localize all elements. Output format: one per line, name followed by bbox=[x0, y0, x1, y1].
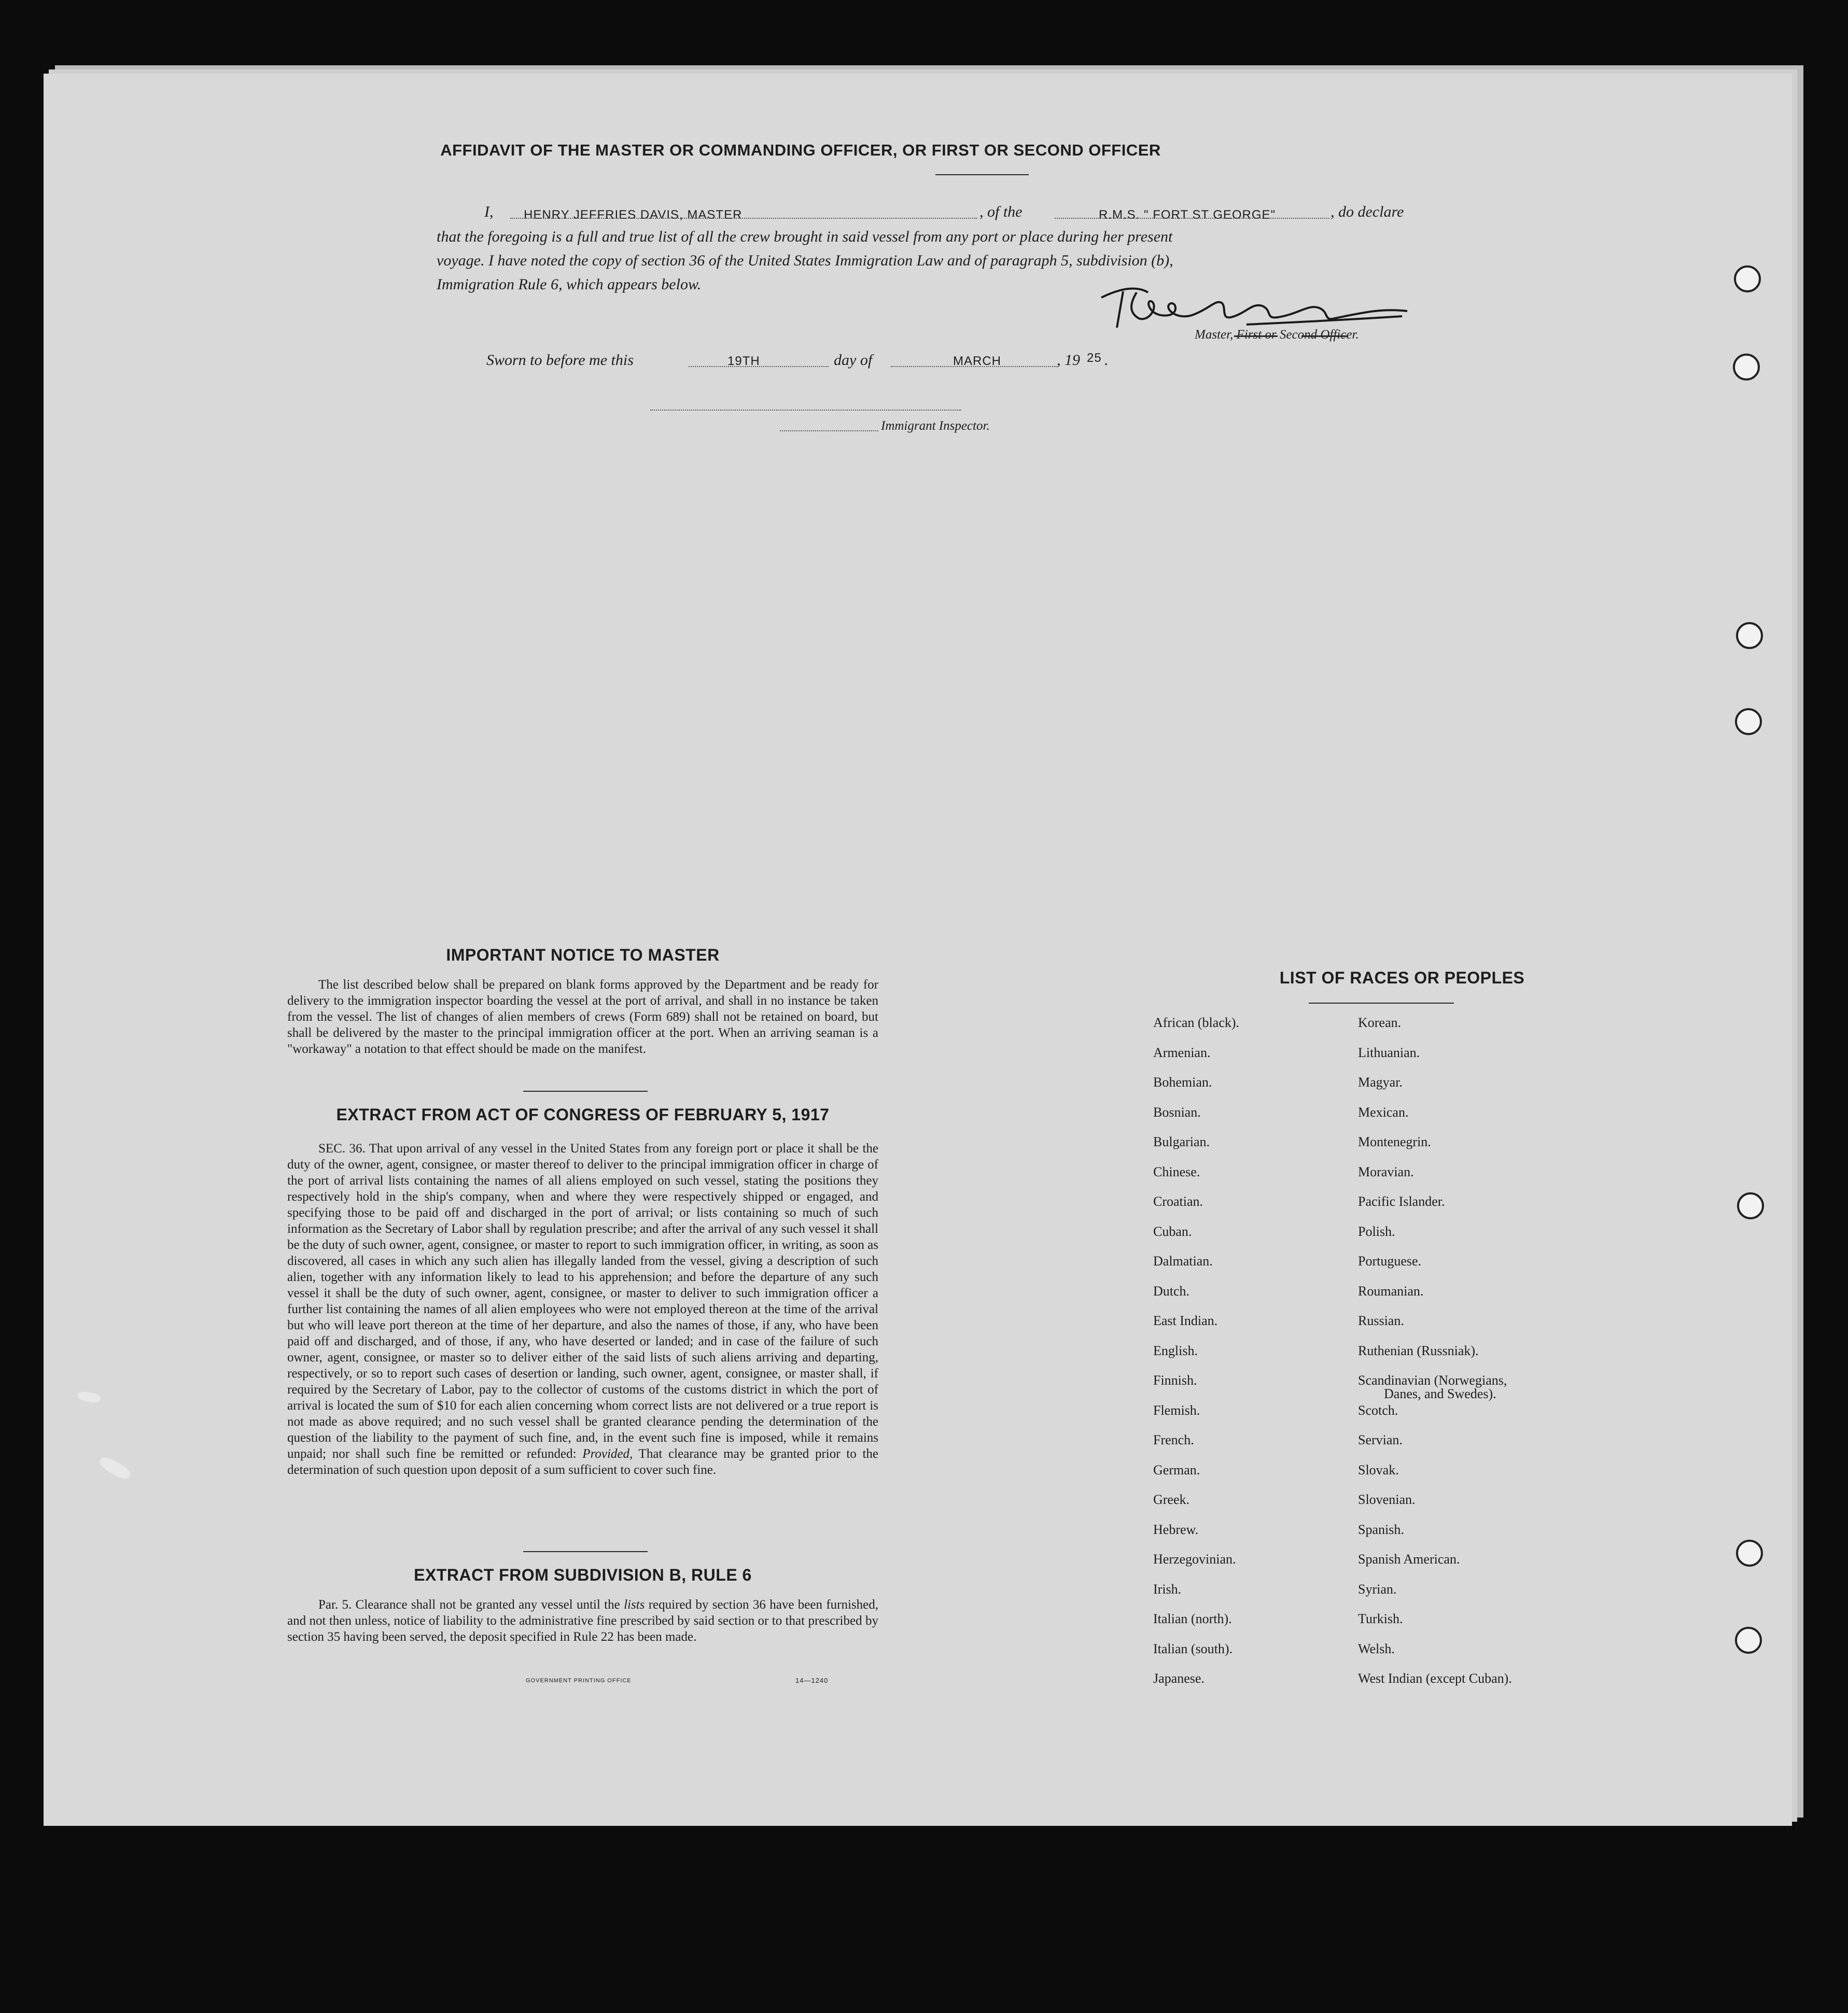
sworn-day-fill: 19TH bbox=[727, 354, 760, 368]
sworn-year-fill: 25 bbox=[1087, 351, 1102, 365]
race-item: Scotch. bbox=[1358, 1402, 1398, 1418]
race-item: French. bbox=[1153, 1432, 1194, 1447]
handwritten-signature bbox=[1091, 277, 1423, 334]
binder-hole bbox=[1735, 708, 1762, 735]
binder-hole bbox=[1736, 1540, 1763, 1567]
rule-extract-title: EXTRACT FROM SUBDIVISION B, RULE 6 bbox=[414, 1566, 752, 1584]
day-dotted-line bbox=[689, 366, 829, 367]
notice-divider bbox=[523, 1091, 648, 1092]
race-item: Mexican. bbox=[1358, 1104, 1409, 1120]
race-item: Armenian. bbox=[1153, 1045, 1211, 1060]
race-item: German. bbox=[1153, 1462, 1200, 1477]
inspector-dotted-line bbox=[650, 410, 961, 411]
binder-hole bbox=[1734, 265, 1761, 292]
master-name-fill: HENRY JEFFRIES DAVIS, MASTER bbox=[524, 208, 743, 222]
race-item: Magyar. bbox=[1358, 1075, 1403, 1090]
rule-extract-body: Par. 5. Clearance shall not be granted any vessel until the bbox=[318, 1598, 620, 1612]
do-declare-label: , do declare bbox=[1331, 203, 1404, 220]
rule-extract-text bbox=[287, 1597, 878, 1645]
i-label: I, bbox=[484, 203, 494, 220]
races-title: LIST OF RACES OR PEOPLES bbox=[1279, 968, 1525, 987]
vessel-dotted-line bbox=[1055, 218, 1329, 219]
act-extract-end: That clearance may be granted prior to the determination of such question upon deposit of a sum sufficient to cover such fine. bbox=[287, 1447, 878, 1477]
binder-hole bbox=[1737, 1192, 1764, 1219]
affidavit-line-3: voyage. I have noted the copy of section 36 of the United States Immigration Law and of paragraph 5, subdivision (b), bbox=[437, 252, 1173, 269]
race-item: Herzegovinian. bbox=[1153, 1552, 1236, 1567]
race-item: Polish. bbox=[1358, 1223, 1395, 1239]
notice-title: IMPORTANT NOTICE TO MASTER bbox=[446, 946, 720, 964]
race-item: Italian (south). bbox=[1153, 1641, 1233, 1656]
binder-hole bbox=[1735, 1627, 1762, 1654]
title-divider bbox=[935, 174, 1029, 175]
race-item: Montenegrin. bbox=[1358, 1134, 1431, 1149]
race-item: Welsh. bbox=[1358, 1641, 1395, 1656]
affidavit-line-4: Immigration Rule 6, which appears below. bbox=[437, 276, 702, 293]
race-item: Servian. bbox=[1358, 1432, 1403, 1447]
race-item: Spanish American. bbox=[1358, 1552, 1460, 1567]
race-item: Dalmatian. bbox=[1153, 1254, 1213, 1269]
notice-text: The list described below shall be prepared on blank forms approved by the Department and be ready for delivery to the immigration inspector boarding the vessel at the port of arrival, and shall in no instance be taken from the vessel. The list of changes of alien members of crews (Form 689) shall not be retained on board, but shall be delivered by the master to the principal immigration officer at the port. When an arriving seaman is a "workaway" a notation to that effect should be made on the manifest. bbox=[287, 978, 878, 1056]
race-item: Dutch. bbox=[1153, 1283, 1190, 1299]
race-item: Bohemian. bbox=[1153, 1075, 1212, 1090]
strike-first bbox=[1234, 335, 1278, 337]
race-item: Ruthenian (Russniak). bbox=[1358, 1343, 1479, 1358]
race-item: Portuguese. bbox=[1358, 1254, 1422, 1269]
lists-word: lists bbox=[624, 1598, 645, 1612]
affidavit-title: AFFIDAVIT OF THE MASTER OR COMMANDING OFFICER, OR FIRST OR SECOND OFFICER bbox=[440, 141, 1161, 159]
races-divider bbox=[1309, 1003, 1454, 1004]
race-item: Italian (north). bbox=[1153, 1611, 1232, 1626]
binder-hole bbox=[1736, 622, 1763, 649]
race-item: African (black). bbox=[1153, 1015, 1240, 1030]
race-item: Finnish. bbox=[1153, 1373, 1197, 1388]
race-item-continuation: Danes, and Swedes). bbox=[1384, 1386, 1496, 1401]
inspector-caption: Immigrant Inspector. bbox=[881, 419, 990, 433]
signature-caption: Master, First or Second Officer. bbox=[1195, 328, 1359, 342]
act-divider bbox=[523, 1551, 648, 1552]
race-item: Irish. bbox=[1153, 1581, 1182, 1597]
race-item: Slovenian. bbox=[1358, 1492, 1416, 1507]
vessel-name-fill: R.M.S. " FORT ST GEORGE" bbox=[1099, 208, 1276, 222]
race-item: Bulgarian. bbox=[1153, 1134, 1210, 1149]
strike-second bbox=[1301, 335, 1348, 337]
provided-word: Provided, bbox=[582, 1447, 633, 1461]
race-item: Russian. bbox=[1358, 1313, 1404, 1328]
race-item: Slovak. bbox=[1358, 1462, 1399, 1477]
race-item: Moravian. bbox=[1358, 1164, 1414, 1179]
sworn-label: Sworn to before me this bbox=[486, 351, 634, 369]
act-extract-text bbox=[287, 1141, 878, 1478]
race-item: Hebrew. bbox=[1153, 1522, 1199, 1537]
binder-hole bbox=[1733, 354, 1760, 381]
printer-imprint: GOVERNMENT PRINTING OFFICE bbox=[526, 1678, 632, 1684]
year-suffix: . bbox=[1104, 351, 1109, 369]
day-of-label: day of bbox=[834, 351, 873, 369]
race-item: Bosnian. bbox=[1153, 1104, 1201, 1120]
sworn-month-fill: MARCH bbox=[953, 354, 1001, 368]
act-extract-body: SEC. 36. That upon arrival of any vessel in the United States from any foreign port or place it shall be the duty of the owner, agent, consignee, or master thereof to deliver to the principal immigration officer in charge of the port of arrival lists containing the names of all aliens employed on such vessel, stating the positions they respectively hold in the ship's company, when and where they were respectively shipped or engaged, and specifying those to be paid off and discharged in the port of arrival; or lists containing so much of such information as the Secretary of Labor shall by regulation prescribe; and after the arrival of any such vessel it shall be the duty of such owner, agent, consignee, or master to report to such immigration officer, in writing, as soon as discovered, all cases in which any such alien has illegally landed from the vessel, giving a description of such alien, together with any information likely to lead to his apprehension; and before the departure of any such vessel it shall be the duty of such owner, agent, consignee, or master to deliver to such immigration officer a further list containing the names of all alien employees who were not employed thereon at the time of the arrival but who will leave port thereon at the time of her departure, and also the names of those, if any, who have been paid off and discharged, and of those, if any, who have deserted or landed; and in case of the failure of such owner, agent, consignee, or master so to deliver either of the said lists of such aliens arriving and departing, respectively, or so to report such cases of desertion or landing, such owner, agent, consignee, or master shall, if required by the Secretary of Labor, pay to the collector of customs of the customs district in which the port of arrival is located the sum of $10 for each alien concerning whom correct lists are not delivered or a true report is not made as above required; and no such vessel shall be granted clearance pending the determination of the question of the liability to the payment of such fine, and, in the event such fine is imposed, while it remains unpaid; nor shall such fine be remitted or refunded: bbox=[287, 1142, 878, 1461]
race-item: English. bbox=[1153, 1343, 1198, 1358]
race-item: Pacific Islander. bbox=[1358, 1194, 1445, 1209]
form-number: 14—1240 bbox=[795, 1677, 829, 1684]
race-item: Scandinavian (Norwegians, bbox=[1358, 1373, 1507, 1388]
name-dotted-line bbox=[510, 218, 977, 219]
race-item: Cuban. bbox=[1153, 1223, 1192, 1239]
race-item: Roumanian. bbox=[1358, 1283, 1424, 1299]
race-item: Croatian. bbox=[1153, 1194, 1203, 1209]
affidavit-line-1 bbox=[484, 200, 1469, 224]
race-item: Japanese. bbox=[1153, 1671, 1205, 1686]
race-item: West Indian (except Cuban). bbox=[1358, 1671, 1512, 1686]
race-item: Korean. bbox=[1358, 1015, 1402, 1030]
race-item: East Indian. bbox=[1153, 1313, 1218, 1328]
month-dotted-line bbox=[891, 366, 1057, 367]
race-item: Turkish. bbox=[1358, 1611, 1403, 1626]
rule-extract-end: required by section 36 have been furnished, and not then unless, notice of liability to the administrative fine prescribed by said section or to that prescribed by section 35 having been served, the deposit specified in Rule 22 has been made. bbox=[287, 1598, 878, 1644]
race-item: Flemish. bbox=[1153, 1402, 1200, 1418]
inspector-dotted-line-2 bbox=[780, 430, 878, 431]
affidavit-line-2: that the foregoing is a full and true list of all the crew brought in said vessel from any port or place during her present bbox=[437, 228, 1173, 245]
sworn-line bbox=[486, 348, 1212, 372]
race-item: Chinese. bbox=[1153, 1164, 1200, 1179]
race-item: Greek. bbox=[1153, 1492, 1190, 1507]
race-item: Lithuanian. bbox=[1358, 1045, 1420, 1060]
of-the-label: , of the bbox=[979, 203, 1023, 220]
document-page bbox=[44, 74, 1792, 1826]
race-item: Spanish. bbox=[1358, 1522, 1404, 1537]
race-item: Syrian. bbox=[1358, 1581, 1397, 1597]
act-extract-title: EXTRACT FROM ACT OF CONGRESS OF FEBRUARY 5, 1917 bbox=[336, 1105, 830, 1124]
year-prefix: , 19 bbox=[1057, 351, 1080, 369]
